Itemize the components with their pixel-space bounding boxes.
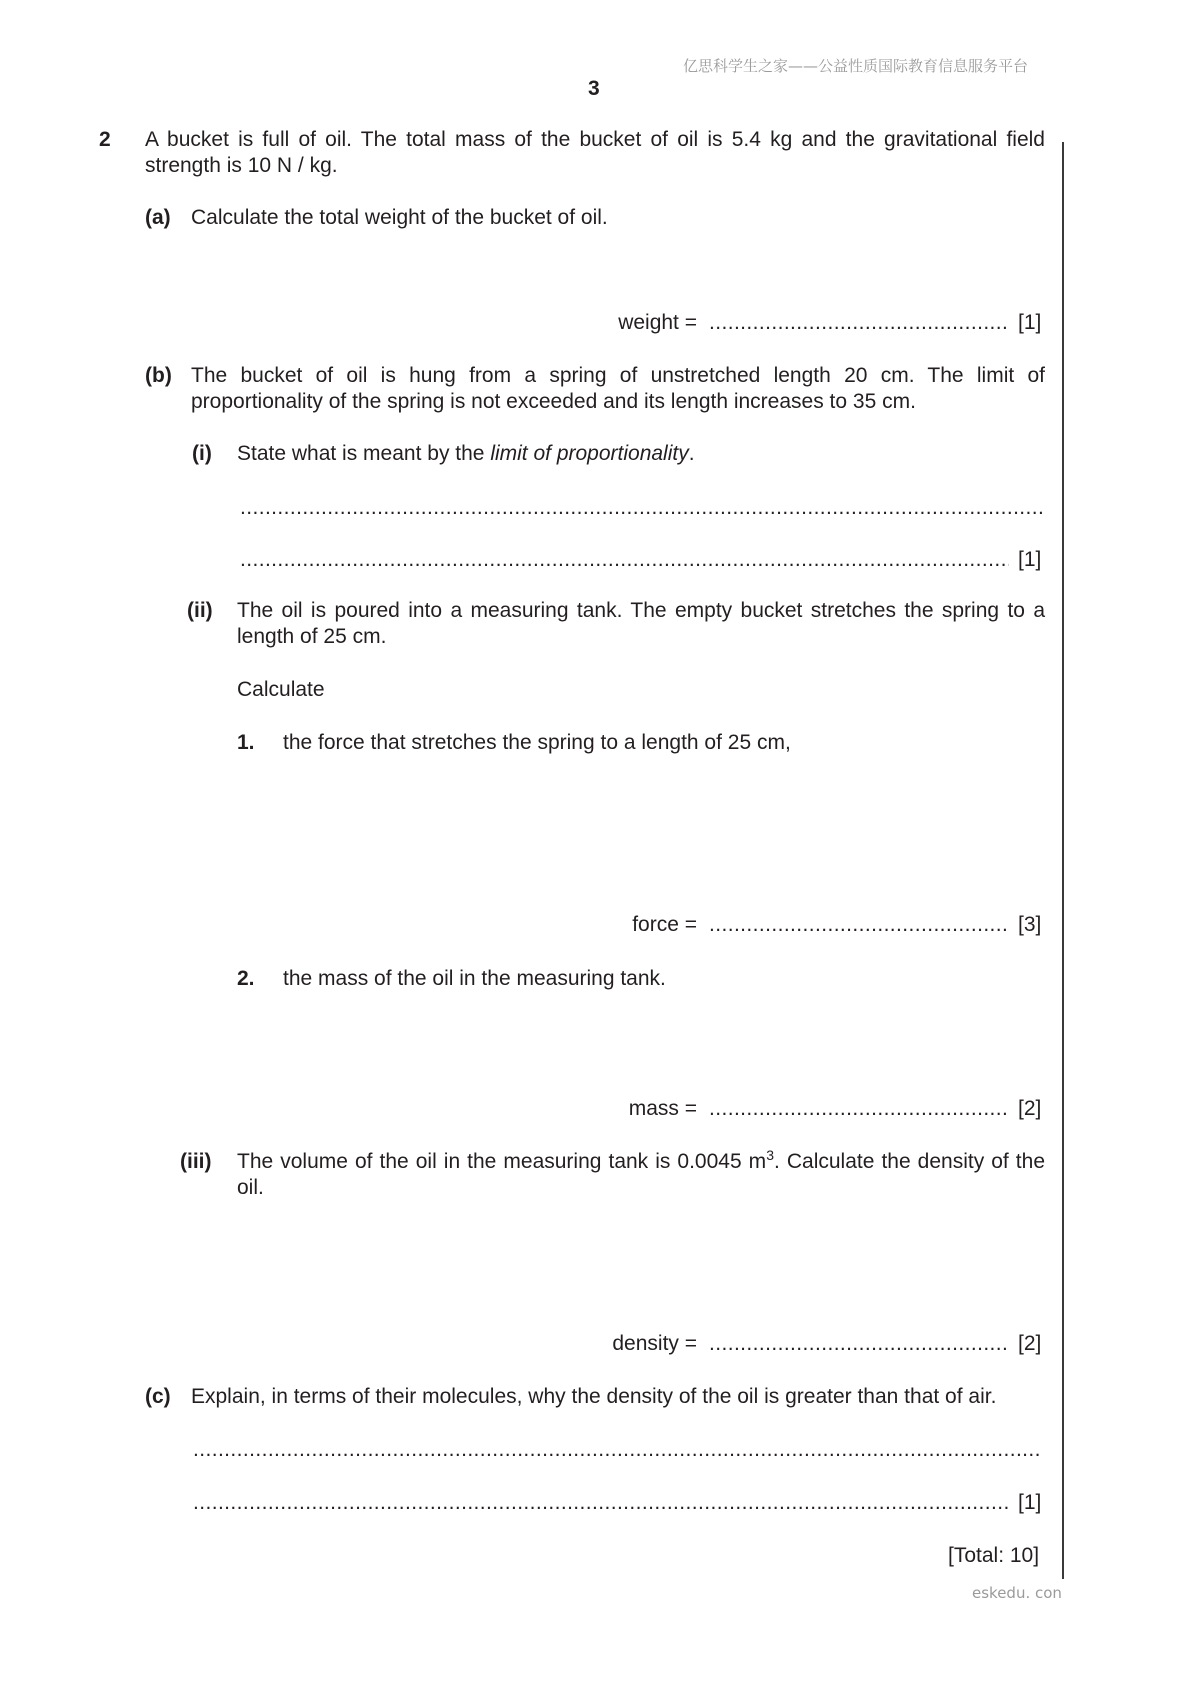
density-answer-label: density = [612,1332,697,1355]
mass-answer-line[interactable] [709,1096,1009,1122]
part-b-i-answer-line-1[interactable] [240,495,1042,521]
item-2-label: 2. [237,967,255,990]
part-c-answer-line-2[interactable] [193,1490,1009,1516]
item-2-text: the mass of the oil in the measuring tank. [283,967,666,990]
force-answer-label: force = [632,913,697,936]
page-number: 3 [588,77,600,100]
part-b-text: The bucket of oil is hung from a spring of unstretched length 20 cm. The limit of proportionality of the spring is not exceeded and its length increases to 35 cm. [191,364,1045,413]
item-1-label: 1. [237,731,255,754]
part-b-i-label: (i) [192,442,212,465]
part-c-marks: [1] [1018,1491,1042,1514]
part-b-i-marks: [1] [1018,548,1042,571]
calculate-instruction: Calculate [237,678,325,701]
part-b-label: (b) [145,364,172,387]
item-1-marks: [3] [1018,913,1042,936]
weight-answer-line[interactable] [709,310,1009,336]
weight-answer-label: weight = [618,311,697,334]
question-stem: A bucket is full of oil. The total mass of the bucket of oil is 5.4 kg and the gravitational field strength is 10 N / kg. [145,128,1045,177]
part-c-label: (c) [145,1385,171,1408]
footer-watermark: eskedu. con [972,1584,1062,1602]
item-1-text: the force that stretches the spring to a length of 25 cm, [283,731,791,754]
mass-answer-label: mass = [628,1097,697,1120]
margin-line [1062,142,1064,1579]
part-b-i-text: State what is meant by the limit of proportionality. [237,442,695,465]
part-b-iii-label: (iii) [180,1150,212,1173]
force-answer-line[interactable] [709,912,1009,938]
part-b-i-italic-term: limit of proportionality [490,442,689,465]
part-b-ii-label: (ii) [187,599,213,622]
part-c-text: Explain, in terms of their molecules, why the density of the oil is greater than that of air. [191,1385,997,1408]
density-answer-line[interactable] [709,1331,1009,1357]
total-marks: [Total: 10] [948,1544,1040,1567]
part-b-ii-text: The oil is poured into a measuring tank. The empty bucket stretches the spring to a length of 25 cm. [237,599,1045,648]
part-b-iii-marks: [2] [1018,1332,1042,1355]
part-b-i-answer-line-2[interactable] [240,547,1009,573]
item-2-marks: [2] [1018,1097,1042,1120]
part-b-iii-text: The volume of the oil in the measuring tank is 0.0045 $m^3$. Calculate the density of the oil. [237,1147,1045,1199]
cubic-superscript: 3 [766,1147,774,1163]
part-a-text: Calculate the total weight of the bucket of oil. [191,206,608,229]
header-watermark: 亿思科学生之家——公益性质国际教育信息服务平台 [683,57,1029,75]
part-a-marks: [1] [1018,311,1042,334]
part-a-label: (a) [145,206,171,229]
question-number: 2 [99,128,111,151]
part-c-answer-line-1[interactable] [193,1437,1042,1463]
